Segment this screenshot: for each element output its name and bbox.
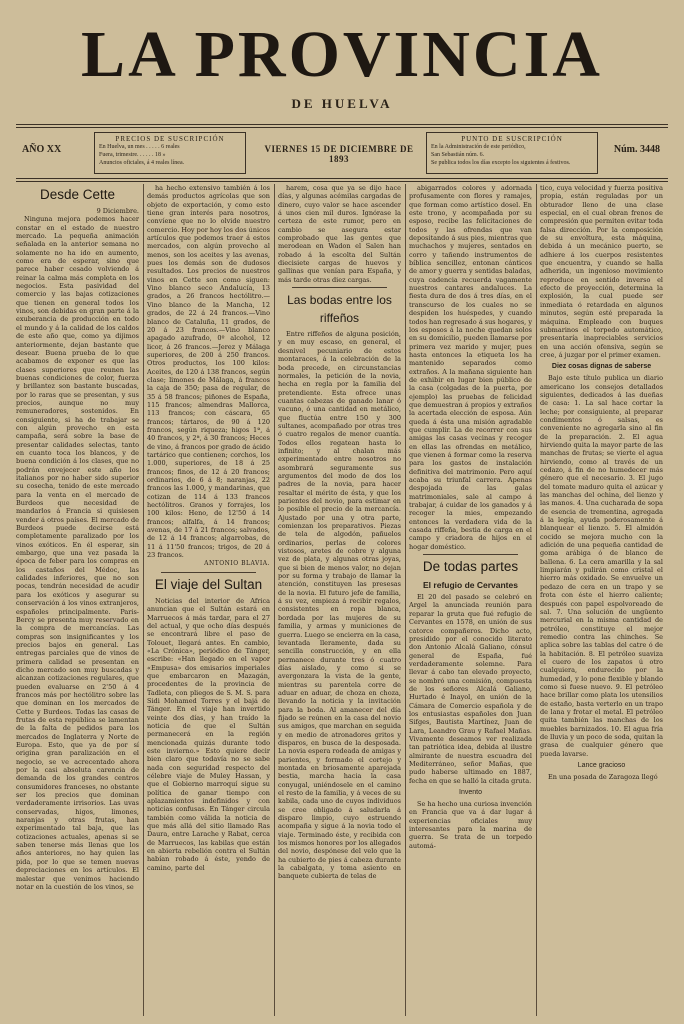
article-body: harem, cosa que ya se dijo hace días, y algunas acémilas cargadas de dinero, cuyo valor se hace ascender á unos cien mil duros. Ignórase la certeza de este rumor, pero en cambio se asegura estar comprobado que las gentes que merodean en Wadon el Salen han robado á la escolta del Sultán diecisiete cargas de huevos y gallinas que venían para España, y más tarde otras diez cargas. [278,184,401,284]
column-4 [409,184,532,1020]
prices-line: Anuncios oficiales, á 4 reales línea. [99,160,185,166]
article-body: El 20 del pasado se celebró en Argel la anunciada reunión para reparar la gruta que fué refugio de Cervantes en 1578, en unión de sus catorce compañeros. Dicho acto, presidido por el conocido literato don Antonio Alcalá Galiano, cónsul general de España, fué verdaderamente solemne. Para llevar á cabo tan elevado proyecto, se nombró una comisión, compuesta de los señores Alcalá Galiano, Hurtado é Inayol, en unión de la Cámara de Comercio española y de los entusiastas españoles don Juan Sifges, Bautista Martínez, Juan de Lara, Leandro Grau y Rafael Mañas. Vivamente deseamos ver realizada tan patriótica idea, debida al ilustre almirante de nuestra escuadra del Mediterráneo, señor Mañas, que pudo haberse ultimado en 1887, fecha en que se halló la citada gruta. [409,593,532,785]
header-rule-bottom-2 [16,181,668,182]
article-body: Noticias del interior de Africa anuncian que el Sultán estará en Marruecos á más tardar, para el 27 del actual, y que ocho días después se encontrará libre el paso de Tolouet, llegará antes. En cambio, «La Crónica», periódico de Tánger, escribe: «Han llegado en el vapor «Empusa» dos emisarios imperiales que embarcaron en Mazagán, procedentes de la provincia de Tadleta, con pliegos de S. M. S. para Sidi Mohamed Torres y el bajá de Tánger. En el viaje han invertido veinte dos días, y han traído la noticia de que el Sultán permanecerá en la región mencionada quizás durante todo este invierno.» Esto quiere decir bien claro que todavía no se sabe nada con seguridad respecto del célebre viaje de Muley Hassan, y que el Gobierno marroquí sigue su política de ganar tiempo con aplazamientos indefinidos y con noticias confusas. En Tánger circula también como válida la noticia de que más allá del sitio llamado Ras Daura, entre Larache y Rabat, cerca de Marruecos, las kabilas que están en abierta rebelión contra el Sultán habían robado á éste, yendo de camino, parte del [147,596,270,872]
prices-line: En Huelva, un mes . . . . . 6 reales [99,144,180,150]
article-body: Entre riffeños de alguna posición, y en muy escaso, en general, el desnivel pecuniario de estos montaraces, á la celebración de la boda precede, en circunstancias normales, la petición de la novia, hecha en regla por la familia del pretendiente. Esta ofrece unas cuantas cabezas de ganado lanar ó vacuno, ó una cantidad en metálico, que fluctúa entre 150 y 300 sultanes, acompañado por otras tres ó cuatro regalos de menor cuantía. Todos ellos regatean hasta lo infinito; y al chalan más experimentado entre nosotros no asombrará seguramente sus argumentos del modo de dos los padres de la novia, para hacer resaltar el mérito de ésta, y que los parientes del novio, para estimar en lo posible el precio de la mercancía. Ajustado por una y otra parte, comienzan los preparativos. Piezas de tela de algodón, pañuelos ordinarios, perlas de colores vistosos, aretes de cobre y alguna vez de plata, y algunas otras joyas, que si bien de menos valor, no dejan por su forma y trabajo de llamar la atención, constituyen las presesas de la novia. El futuro jefe de familia, á su vez, empieza á recibir regalos, consistentes en ropa blanca, bordada por las mujeres de su familia, y armas y municiones de guerra. Luego se encierra en la casa, levantada lleramente, dada su sencilla construcción, y en ella permanece durante tres ó cuatro días aislado, y como si se avergonzara la vista de la gente, mientras su parentela corre de aduar en aduar, de choza en choza, llevando la noticia y la invitación para la boda. Al amanecer del día fijado se reúnen en la casa del novio sus amigos, que marchan en seguida y en medio de atronadores gritos y disparos, en busca de la desposada. La novia espera rodeada de amigas y parientes, y formado el cortejo y montada en briosamente aparejada bestia, marcha hacia la casa conyugal, uniéndosele en el camino el resto de la familia, y á veces de su kabila, cada uno de cuyos individuos se cree obligado á saludarla á disparo limpio, cuyo estruendo acompaña y sigue á la novia todo el viaje. Terminado éste, y recibida con los mismos honores por los allegados del novio, despónese del velo que la ha cubierto de pies á cabeza durante la cabalgata, y toma asiento en banquete cubierta de telas de [278,330,401,881]
prices-line: Fuera, trimestre. . . . . . 18 » [99,152,166,158]
subscription-point-line: Se publica todos los días excepto los siguientes á festivos. [431,160,571,166]
masthead-subtitle: DE HUELVA [291,96,393,111]
article-title-refugio-cervantes: El refugio de Cervantes [423,580,518,591]
column-1 [16,184,139,1020]
article-body: ha hecho extensivo también á los demás productos agrícolas que son objeto de exportación, y como esto tiene gran interés para nosotros, convíene que no lo olvide nuestro comercio. Hoy por hoy los dos únicos artículos que podemos traer á estos mercados, con algún provecho al menos, son los aceites y las avenas, pues los demás son de dudosos resultados. Los precios de nuestros vinos en Cette son como siguen: Vino blanco seco Andalucía, 13 grados, a 26 francos hectólitro.—Vino blanco de la Mancha, 12 grados, de 22 á 24 francos.—Vino blanco de Cataluña, 11 grados, de 20 á 23 francos.—Vino blanco apagado azufrado, 0º alcohol, 12 licor, á 26 francos.—Jerez y Málaga superiores, de 200 á 250 francos. Otros productos, los 100 kilos: Aceites, de 120 á 138 francos, según clase; limones de Málaga, á francos la caja de 350; pasa de regular, de 35 á 58 francos; piñones de España, 115 francos; almendras Mallorca, 113 francos; con cáscara, 65 francos; tártaros, de 90 á 120 francos, según riqueza; higos 1ª, á 40 francos, y 2ª, á 30 francos; Heces de vino, á francos por grado de ácido tartárico que contienen; corchos, los 1.000, superiores, de 18 á 25 francos; finos, de 12 á 20 francos; ordinarios, de 6 á 8; naranjas, 22 francos las 1.000, y mandarinas, que cotizan de 114 á 133 francos hectólitros. Granos y forrajes, los 100 kilos: Heno, de 12'50 á 14 francos; alfalfa, á 14 francos; avenas, de 17 á 21 francos; salvados, de 12 á 14 francos; algarrobas, de 11 á 11'50 francos; trigos, de 20 á 23 francos. [147,184,270,560]
column-3 [278,184,401,1020]
masthead-title: LA PROVINCIA [81,18,603,91]
header-rule-bottom [16,178,668,179]
article-title-viaje-sultan: El viaje del Sultan [154,576,263,592]
issue-number: Núm. 3448 [613,144,660,155]
column-divider [274,184,275,1016]
section-title-de-todas-partes: De todas partes [422,559,519,575]
column-2 [147,184,270,1020]
header-info-bar [16,130,668,176]
column-divider [143,184,144,1016]
subscription-point-title: PUNTO DE SUSCRIPCIÓN [461,135,563,143]
article-title-bodas-riffenos: Las bodas entre los riffeños [287,293,392,326]
article-title-lance-gracioso: Lance gracioso [577,762,626,770]
article-separator [161,572,256,573]
article-date: 9 Diciembre. [96,207,139,215]
article-body: Bajo este título publica un diario americano los consejos detallados siguientes, dedicados á las dueñas de casa: 1. La sal hace cortar la leche; por consiguiente, al preparar condimentos ó salsas, es conveniente no agregarla sino al fin de la preparación. 2. El agua hirviendo quita la mayor parte de las manchas de frutas; se vierte el agua hirviendo, como al través de un cedazo, á fin de no humedecer más género que el necesario. 3. El jugo del tomate maduro quita el azúcar y las manchas del ochina, del lienzo y las manos. 4. Una cucharada de sopa de esencia de trementina, agregada á la legía, ayuda poderosamente á blanquear el lienzo. 5. El almidón cocido se mejora mucho con la adición de una pequeña cantidad de goma arábiga ó de blanco de ballena. 6. La cera amarilla y la sal limpiarán y pulirán como cristal el hierro más oxidado. Se envuelve un pedazo de cera en un trapo y se frota con éste el hierro caliente; después con papel espolvoreado de sal. 7. Una solución de ungüento mercurial en la misma cantidad de petróleo, constituye el mejor remedio contra las chinches. Se aplica sobre las tablas del catre ó de la habitación. 8. El petróleo suaviza el cuero de los zapatos ú otro cualquiera, endurecido por la humedad, y lo pone flexible y blando como si fuese nuevo. 9. El petróleo hace brillar como plata los utensilios de estaño, basta verterlo en un trapo de lana y frotar el metal. El petróleo quita también las manchas de los muebles barnizados. 10. El agua fría de lluvia y un poco de soda, quitan la grasa de cualquier género que pueda lavarse. [540,374,663,758]
subscription-prices-box [94,132,246,174]
article-body: Ninguna mejora podemos hacer constar en el estado de nuestro mercado. La pequeña animación señalada en la anterior semana no solamente no ha ido en aumento, como era de esperar, sino que parece haber cesado volviendo á reinar la calma más completa en los negocios. Esta pasividad del comercio y las bajas cotizaciones que tienen en general todos los vinos, son debidas en gran parte á la exuberancia de producción en todo el mundo y á la calidad de los caldos de este año que, como ya dijimos anteriormente, dejan bastante que desear. Buena prueba de lo que acabamos de exponer es que las clases superiores que reunen las buenas condiciones de color, fuerza y brillantez son bastante buscadas, por lo raras que se presentan, y sus precios, aunque no muy remuneradores, sostenidos. En consiguiente, si ha de trabajar se con algún provecho en esta campaña, será sobre la base de presentar calidades selectas, tanto en cuanto toca los blancos, y de buena condición á los clases, que no podrán envejecer este año los italianos por no haber sido superior su cosecha, tenido de este mercado para la venta en el mercado de Burdeos que necesidad de mandarlos á Francia si quisiesen vender á otros países. El mercado de Burdeos puede decirse está completamente paralizado por los vinos exóticos. En él esperar, sin embargo, que una vez pasada la época de feber para los compras en los castaños del Médoc, las calidades inferiores, que no son pocas, tendrán necesidad de acudir para los exóticos y asegurar su conservación á los vinos extranjeros, españoles principalmente. Paris-Bercy se presenta muy reservado en la compra de mercancías. Las compras son insignificantes y los precios bajos en general. Las entregas parciales que de vinos de primera calidad se presentan en dicho mercado son muy buscadas y alcanzan cotizaciones regulares, que pueden evaluarse en 2'50 á 4 francos más por hectólitro sobre las que dominan en los mercados de Cette y Burdeos. Todas las casas de frutas de esta república se lamentan de la falta de pedidos para los mercados de Inglaterra y Norte de Europa. Esto, que ya de por sí origina gran paralización en el negocio, se ve acrecentado ahora por la casi absoluta carencia de demanda de los grandes centros consumidores franceses, no obstante ser los precios que dominan verdaderamente irrisorios. Las uvas conservadas, higos, limones, naranjas y otras frutas, han experimentado tal baja, que las cotizaciones actuales, apenas si se saben tenerse más llenas que los años anteriores, no hay quien las pida, por lo que se temen nuevas depreciaciones en los artículos. El malestar que venimos haciendo notar en la cuestión de los vinos, se [16,215,139,891]
column-divider [536,184,537,1016]
article-body: Se ha hecho una curiosa invención en Francia que va á dar lugar á experiencias oficiales muy interesantes para la marina de guerra. Se trata de un torpedo automá- [409,800,532,850]
article-body: abigarrados colores y adornada profusamente con flores y ramajes, que forman como artístico dosel. En este trono, y acompañada por su esposo, recibe las felicitaciones de todos y las ofrendas que van depositando á sus pies, mientras que muchachos y mujeres, sentados en corro y tañendo instrumentos de bíblica sencillez, entonan cánticos de amor y guerra y sentidas baladas, cuya cadencia recuerda vagamente nuestros cantares andaluces. La fiesta dura de dos á tres días, en el transcurso de los cuales no se despiden los huéspedes, y cuando todos han regresado á sus hogares, y los esposos á la noche quedan solos en su domicilio, pueden llamarse por primera vez marido y mujer, pues hasta entonces la etiqueta los ha mantenido separados como extraños. A la mañana siguiente han de exhibir en lugar bien público de la casa (colgadas de la puerta, por ejemplo) las pruebas de felicidad que demuestran á propios y extraños la acertada elección de esposa. Aún queda á ésta una misión agradable que cumplir. La de recorrer con sus amigas las casas vecinas y recoger en ellas las ofrendas en metálico, que vienen á formar como la reserva para los gastos de instalación definitiva del matrimonio. Pero aquí acaba su triunfal carrera. Apenas despojada de las galas matrimoniales, sale al campo á trabajar, á cuidar de los ganados y á recoger la mies, empezando entonces la verdadera vida de la casada riffeña, bestia de carga en el campo y criadora de hijos en el hogar doméstico. [409,184,532,551]
article-title-invento: Invento [459,789,482,797]
column-divider [405,184,406,1016]
article-body: tico, cuya velocidad y fuerza positiva propia, están reguladas por un obturador lleno de una clase especial, en el cual obran frenos de compresión que permiten evitar toda falsa dirección. Por la composición de su envoltura, esta máquina, debida á un mecánico puerto, se adhiere á los cuerpos resistentes que encuentra, y cuando se halla adherida, un ingenioso movimiento reproduce en sentido inverso el efecto de proyección, determina la explosión, la cual puede ser inmediata ó retardada en algunos minutos, según esté preparada la máquina. Empleado con buques submarinos el torpedo automático, presentaría inapreciables servicios en una acción ofensiva, según se cree, á juzgar por el primer examen. [540,184,663,359]
subscription-point-box [426,132,598,174]
article-body: En una posada de Zaragoza llegó [548,773,658,782]
subscription-point-line: San Sebastián núm. 6. [431,152,485,158]
article-signature: ANTONIO BLAVIA. [204,560,270,568]
prices-title: PRECIOS DE SUSCRIPCIÓN [115,135,225,143]
subscription-point-line: En la Administración de este periódico, [431,144,526,150]
article-title-desde-cette: Desde Cette [39,187,116,202]
article-separator [292,287,387,288]
issue-date: VIERNES 15 DE DICIEMBRE DE 1893 [264,144,414,164]
column-5 [540,184,663,1020]
article-title-diez-cosas: Diez cosas dignas de saberse [551,363,652,371]
header-rule-top-2 [16,127,668,128]
issue-year: AÑO XX [22,144,62,155]
article-separator [423,554,518,555]
header-rule-top [16,124,668,125]
